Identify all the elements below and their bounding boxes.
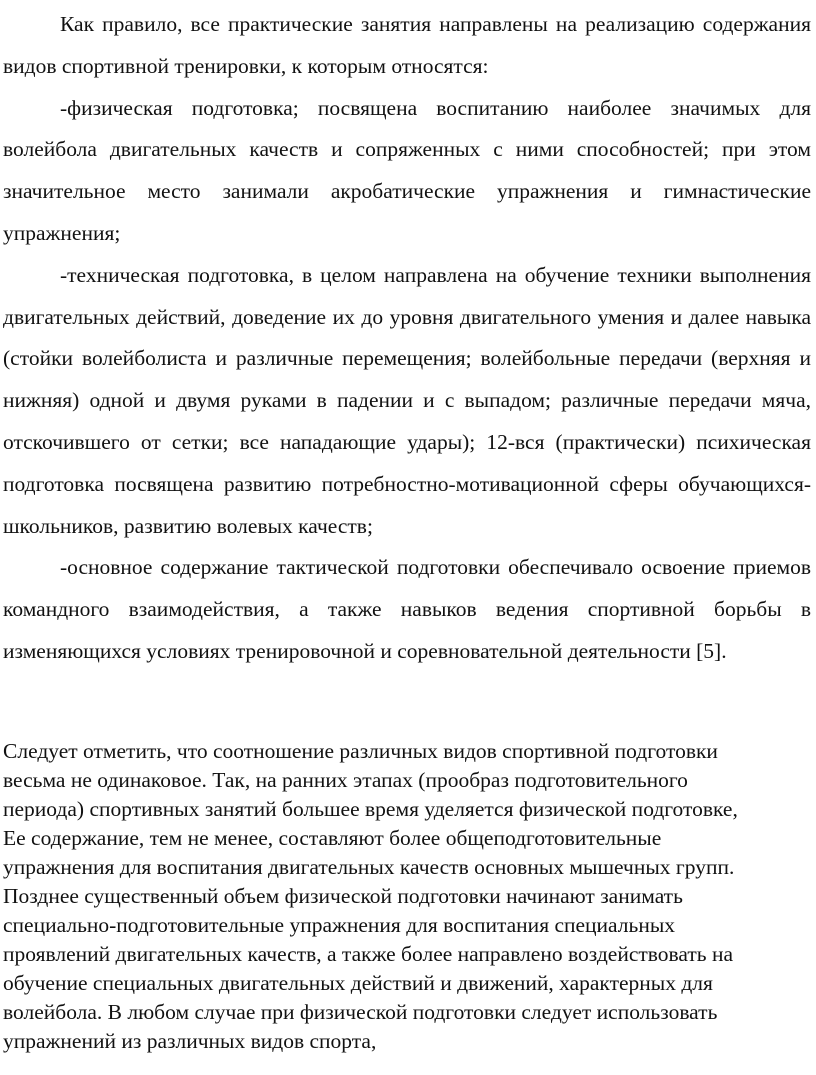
text-line: обучение специальных двигательных действий и движений, характерных для [3, 971, 713, 995]
text-line: периода) спортивных занятий большее время уделяется физической подготовке, [3, 797, 738, 821]
text-line: волейбола. В любом случае при физической подготовки следует использовать [3, 1000, 718, 1024]
paragraph-technical-training: -техническая подготовка, в целом направлена на обучение техники выполнения двигательных действий, доведение их до уровня двигательного умения и далее навыка (стойки волейболиста и различные перемещения; волейбольные передачи (верхняя и нижняя) одной и двумя руками в падении и с выпадом; различные передачи мяча, отскочившего от сетки; все нападающие удары); 12-вся (практически) психическая подготовка посвящена развитию потребностно-мотивационной сферы обучающихся-школьников, развитию волевых качеств; [3, 262, 811, 538]
text-line: упражнений из различных видов спорта, [3, 1029, 377, 1053]
text-line: специально-подготовительные упражнения для воспитания специальных [3, 913, 676, 937]
text-line: упражнения для воспитания двигательных качеств основных мышечных групп. [3, 855, 735, 879]
text-line: Ее содержание, тем не менее, составляют более общеподготовительные [3, 826, 662, 850]
text-line: весьма не одинаковое. Так, на ранних этапах (прообраз подготовительного [3, 768, 688, 792]
paragraph-intro: Как правило, все практические занятия направлены на реализацию содержания видов спортивной тренировки, к которым относятся: [3, 12, 811, 78]
text-line: проявлений двигательных качеств, а также более направлено воздействовать на [3, 942, 734, 966]
text-line: Позднее существенный объем физической подготовки начинают занимать [3, 884, 683, 908]
text-line: Следует отметить, что соотношение различных видов спортивной подготовки [3, 739, 718, 763]
conclusion-text-block [3, 737, 811, 1056]
paragraph-physical-training: -физическая подготовка; посвящена воспитанию наиболее значимых для волейбола двигательных качеств и сопряженных с ними способностей; при этом значительное место занимали акробатические упражнения и гимнастические упражнения; [3, 95, 811, 245]
paragraph-tactical-training: -основное содержание тактической подготовки обеспечивало освоение приемов командного взаимодействия, а также навыков ведения спортивной борьбы в изменяющихся условиях тренировочной и соревновательной деятельности [5]. [3, 555, 811, 663]
main-text-block [3, 4, 811, 673]
